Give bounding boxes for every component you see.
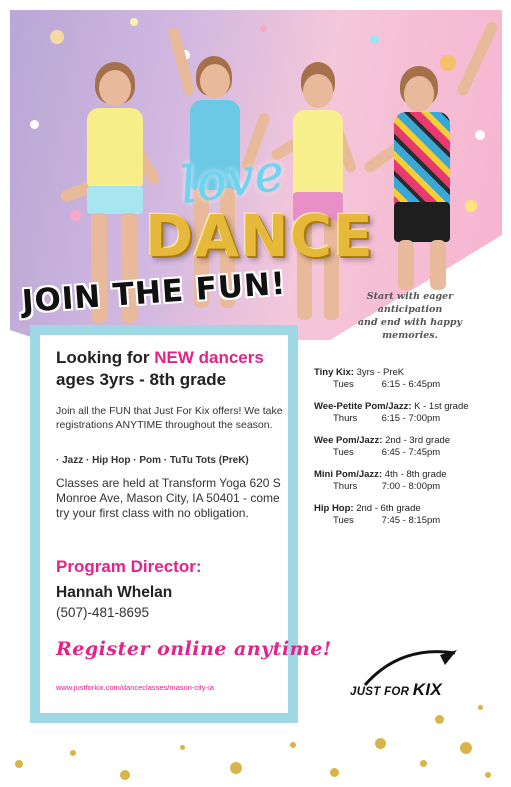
confetti (260, 25, 267, 32)
class-range: 3yrs - PreK (356, 367, 405, 378)
tagline-line-2: and end with happy memories. (357, 317, 463, 341)
class-schedule (314, 367, 504, 537)
class-range: 2nd - 6th grade (356, 503, 421, 514)
tagline-line-1: Start with eager anticipation (366, 291, 454, 315)
confetti (130, 18, 138, 26)
gold-dot (460, 742, 472, 754)
register-online-text: Register online anytime! (56, 638, 332, 660)
new-dancers-text: NEW dancers (154, 348, 264, 367)
class-range: 4th - 8th grade (384, 469, 447, 480)
class-day: Tues (333, 447, 354, 458)
dancer-4 (370, 40, 480, 290)
class-name: Hip Hop: (314, 503, 354, 514)
schedule-item (314, 401, 504, 425)
class-time: 7:45 - 8:15pm (381, 515, 441, 526)
confetti (30, 120, 39, 129)
class-day: Tues (333, 379, 354, 390)
schedule-item (314, 503, 504, 527)
logo-kix: KIX (412, 680, 443, 699)
class-range: 2nd - 3rd grade (385, 435, 451, 446)
class-name: Mini Pom/Jazz: (314, 469, 383, 480)
gold-dot (435, 715, 444, 724)
ages-text: ages 3yrs - 8th grade (56, 370, 227, 389)
class-name: Tiny Kix: (314, 367, 354, 378)
gold-dot (290, 742, 296, 748)
director-phone: (507)-481-8695 (56, 605, 150, 620)
class-time: 7:00 - 8:00pm (381, 481, 441, 492)
class-name: Wee Pom/Jazz: (314, 435, 383, 446)
dance-styles: · Jazz · Hip Hop · Pom · TuTu Tots (PreK) (56, 455, 249, 466)
gold-dot (485, 772, 491, 778)
director-name: Hannah Whelan (56, 584, 173, 601)
gold-dot (420, 760, 427, 767)
looking-for-text: Looking for (56, 348, 150, 367)
class-name: Wee-Petite Pom/Jazz: (314, 401, 412, 412)
logo-just-for: JUST FOR (350, 686, 410, 698)
gold-dot (70, 750, 76, 756)
gold-dot (15, 760, 23, 768)
schedule-item (314, 367, 504, 391)
love-balloon-text: love (176, 143, 288, 215)
gold-dot (180, 745, 185, 750)
gold-dot (330, 768, 339, 777)
class-day: Tues (333, 515, 354, 526)
gold-dot (120, 770, 130, 780)
schedule-item (314, 469, 504, 493)
confetti (50, 30, 64, 44)
location-text: Classes are held at Transform Yoga 620 S Monroe Ave, Mason City, IA 50401 - come try your first class with no obligation. (56, 476, 281, 520)
join-the-fun-headline: JOIN THE FUN! (20, 265, 288, 320)
intro-body: Join all the FUN that Just For Kix offers! We take registrations ANYTIME throughout the season. (56, 405, 283, 431)
class-time: 6:45 - 7:45pm (381, 447, 441, 458)
class-range: K - 1st grade (414, 401, 469, 412)
just-for-kix-logo (350, 680, 442, 700)
class-day: Thurs (333, 413, 358, 424)
program-director-label: Program Director: (56, 557, 202, 576)
gold-dot (478, 705, 483, 710)
gold-dot (230, 762, 242, 774)
gold-dot (375, 738, 386, 749)
register-url[interactable]: www.justforkix.com/danceclasses/mason-city-ia (56, 683, 214, 692)
class-time: 6:15 - 7:00pm (381, 413, 441, 424)
looking-heading (56, 347, 296, 391)
tagline (340, 290, 480, 342)
dance-balloon-text: DANCE (145, 202, 374, 270)
class-time: 6:15 - 6:45pm (381, 379, 441, 390)
class-day: Thurs (333, 481, 358, 492)
schedule-item (314, 435, 504, 459)
